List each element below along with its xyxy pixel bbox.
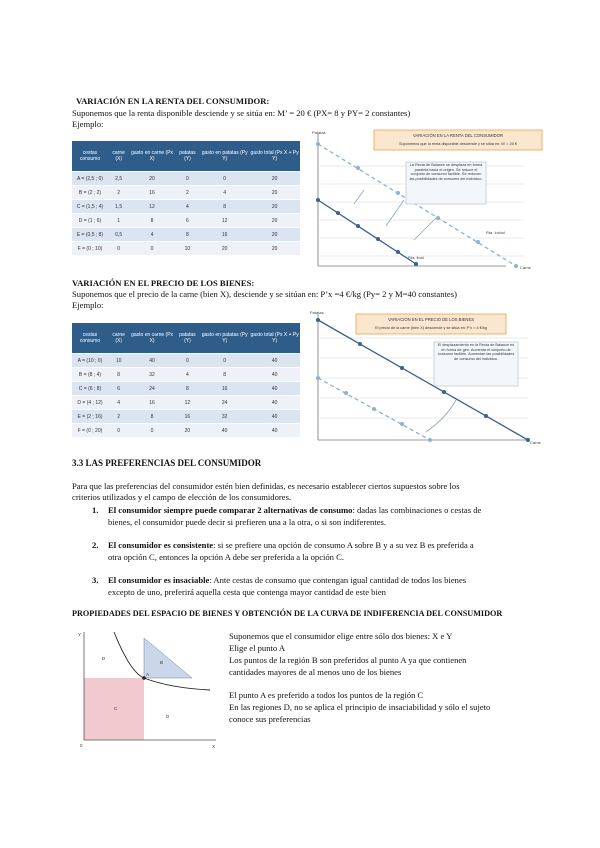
table-cell: 40 [129,354,174,368]
table-row [72,410,300,424]
section-title-propiedades: PROPIEDADES DEL ESPACIO DE BIENES Y OBTENCIÓN DE LA CURVA DE INDIFERENCIA DEL CONSUMIDOR [72,609,503,618]
table-header: gasto en carne (Px X) [129,323,174,354]
axis-label-x-2: Carne [530,440,541,445]
prop-line-7: conoce sus preferencias [229,714,311,724]
table-cell: E = (2 ; 16) [72,410,108,424]
list-item [92,575,467,598]
table-cell: 10 [175,242,200,256]
list-item [92,540,474,563]
chart-box-sub-2: El precio de la carne (bien X) desciende y se sitúa en: P’x = 4 €/kg [375,326,487,330]
table-header: gasto en patatas (Py Y) [200,323,249,354]
table-cell: 6 [175,214,200,228]
table-cell: 40 [249,410,300,424]
prop-line-2: Elige el punto A [229,643,286,653]
graph-d2-label: D [166,714,170,719]
table-precio [72,323,300,437]
table-cell: 20 [175,424,200,438]
table-cell: 40 [249,424,300,438]
item-text: : dadas las combinaciones o cestas de [352,505,482,515]
table-cell: 2 [108,186,129,200]
table-cell: 12 [200,214,249,228]
table-header: gasto en patatas (Py Y) [200,141,249,172]
table-cell: 12 [175,396,200,410]
intro-line-2: criterios utilizados y el campo de elección de los consumidores. [72,492,292,502]
table-cell: 16 [129,186,174,200]
table-cell: 4 [200,186,249,200]
prop-line-6: En las regiones D, no se aplica el principio de insaciabilidad y sólo el sujeto [229,702,491,712]
table-cell: 0,5 [108,228,129,242]
table-cell: 24 [200,396,249,410]
list-item [92,505,482,528]
table-cell: 20 [129,172,174,186]
table-cell: 20 [249,186,300,200]
label-final: Rta. final [408,255,424,260]
table-header: gasto total (Px X + Py Y) [249,323,300,354]
table-cell: 40 [249,354,300,368]
table-row [72,368,300,382]
item-number: 3. [92,575,99,585]
chart-renta [306,126,546,274]
prop-line-3: Los puntos de la región B son preferidos al punto A ya que contienen [229,655,467,665]
table-row [72,200,300,214]
table-cell: 8 [175,228,200,242]
item-bold: El consumidor es consistente [108,540,214,550]
table-cell: 8 [129,410,174,424]
label-initial: Rta. Inicial [486,230,505,235]
item-number: 1. [92,505,99,515]
chart-precio [306,308,546,448]
table-cell: D = (4 ; 12) [72,396,108,410]
table-row [72,354,300,368]
item-bold: El consumidor es insaciable [108,575,210,585]
table-cell: 20 [249,214,300,228]
table-cell: 0 [175,172,200,186]
table-cell: 0 [175,354,200,368]
section-title-precio: VARIACIÓN EN EL PRECIO DE LOS BIENES: [72,278,255,288]
table-row [72,186,300,200]
table-row [72,214,300,228]
table-cell: E = (0,5 ; 8) [72,228,108,242]
table-header: cestas consumo [72,141,108,172]
table-cell: 2 [175,186,200,200]
region-b [144,638,192,678]
graph-a-label: A [146,672,150,677]
indifference-graph [70,628,220,750]
table-cell: 8 [108,368,129,382]
section-title-renta: VARIACIÓN EN LA RENTA DEL CONSUMIDOR: [76,96,270,106]
table-cell: C = (1,5 ; 4) [72,200,108,214]
table-cell: 32 [200,410,249,424]
table-cell: 0 [129,424,174,438]
table-cell: 2,5 [108,172,129,186]
budget-line-final [318,200,416,264]
table-cell: 20 [200,242,249,256]
table-row [72,424,300,438]
table-cell: B = (8 ; 4) [72,368,108,382]
table-row [72,228,300,242]
prop-line-5: El punto A es preferido a todos los puntos de la región C [229,690,424,700]
table-cell: D = (1 ; 6) [72,214,108,228]
table-cell: B = (2 ; 2) [72,186,108,200]
prop-line-4: cantidades mayores de al menos uno de los bienes [229,667,402,677]
table-header: patatas (Y) [175,141,200,172]
table-cell: F = (0 ; 10) [72,242,108,256]
intro-line-1: Para que las preferencias del consumidor estén bien definidas, es necesario establecer ciertos supuestos sobre los [72,481,460,491]
table-cell: 4 [108,396,129,410]
table-cell: 10 [108,354,129,368]
graph-b-label: B [160,660,164,665]
table-cell: 8 [129,214,174,228]
chart-box-title-2: VARIACIÓN EN EL PRECIO DE LOS BIENES [387,317,475,322]
table-row [72,382,300,396]
table-cell: 20 [249,200,300,214]
table-cell: 12 [129,200,174,214]
table-cell: 6 [108,382,129,396]
table-cell: 16 [175,410,200,424]
item-number: 2. [92,540,99,550]
graph-origin-label: 0 [80,743,83,748]
table-cell: A = (2,5 ; 0) [72,172,108,186]
table-cell: 4 [175,368,200,382]
table-cell: 40 [249,382,300,396]
table-header: patatas (Y) [175,323,200,354]
table-cell: C = (6 ; 8) [72,382,108,396]
ejemplo-label-2: Ejemplo: [72,300,104,310]
table-cell: 0 [129,242,174,256]
table-header: gasto en carne (Px X) [129,141,174,172]
table-cell: 20 [249,242,300,256]
table-cell: 0 [108,424,129,438]
table-cell: 40 [200,424,249,438]
chart-note: La Recta de Balance se desplaza en forma paralela hacia el origen. Se reduce el conjunto de consumo factible. Se reducen las posibilidades de consumo del individuo. [409,163,483,181]
table-cell: 32 [129,368,174,382]
table-header: carne (X) [108,323,129,354]
item-text-2: excepto de uno, preferirá aquella cesta que contenga mayor cantidad de este bien [108,586,386,597]
table-header: cestas consumo [72,323,108,354]
table-cell: 8 [200,368,249,382]
chart-box-title: VARIACIÓN EN LA RENTA DEL CONSUMIDOR [413,133,503,138]
section-text-precio: Suponemos que el precio de la carne (bien X), desciende y se sitúan en: P’x =4 €/kg (Py= 2 y M=40 constantes) [72,289,457,299]
item-text: : si se prefiere una opción de consumo A sobre B y a su vez B es preferida a [213,540,474,550]
table-renta [72,141,300,255]
table-cell: 0 [108,242,129,256]
graph-c-label: C [114,706,118,711]
table-cell: 40 [249,396,300,410]
ejemplo-label: Ejemplo: [72,119,104,129]
item-bold: El consumidor siempre puede comparar 2 alternativas de consumo [108,505,353,515]
table-cell: 1,5 [108,200,129,214]
table-cell: 2 [108,410,129,424]
table-header: gasto total (Px X + Py Y) [249,141,300,172]
table-cell: A = (10 ; 0) [72,354,108,368]
table-cell: 0 [200,172,249,186]
table-cell: 40 [249,368,300,382]
table-cell: F = (0 ; 20) [72,424,108,438]
section-title-preferencias: 3.3 LAS PREFERENCIAS DEL CONSUMIDOR [72,458,262,468]
table-cell: 16 [200,382,249,396]
table-cell: 24 [129,382,174,396]
prop-line-1: Suponemos que el consumidor elige entre sólo dos bienes: X e Y [229,631,453,641]
item-text: : Ante cestas de consumo que contengan igual cantidad de todos los bienes [209,575,467,585]
item-text-2: otra opción C, entonces la opción A debe ser preferida a la opción C. [108,551,345,562]
graph-d1-label: D [102,656,106,661]
table-cell: 16 [200,228,249,242]
table-cell: 8 [200,200,249,214]
table-cell: 0 [200,354,249,368]
section-text-renta: Suponemos que la renta disponible desciende y se sitúa en: M’ = 20 € (PX= 8 y PY= 2 constantes) [72,108,411,118]
table-cell: 16 [129,396,174,410]
table-cell: 4 [175,200,200,214]
graph-x-label: X [212,744,216,749]
axis-label-y: Patatas [312,130,326,135]
table-row [72,242,300,256]
table-row [72,172,300,186]
axis-label-y-2: Patatas [310,310,324,315]
table-cell: 20 [249,228,300,242]
chart-note-2: El desplazamiento en la Recta de Balance es en forma de giro. Aumenta el conjunto de consumo factible. Aumentan las posibilidades de consumo del individuo. [437,343,515,361]
table-header: carne (X) [108,141,129,172]
item-text-2: bienes, el consumidor puede decir si prefieren una a la otra, o si son indiferentes. [108,516,387,527]
graph-y-label: Y [78,632,82,637]
table-cell: 8 [175,382,200,396]
table-row [72,396,300,410]
table-cell: 1 [108,214,129,228]
table-cell: 20 [249,172,300,186]
chart-box-sub: Suponemos que la renta disponible desciende y se sitúa en: M’ = 20 € [399,142,517,146]
axis-label-x: Carne [520,265,531,270]
table-cell: 4 [129,228,174,242]
